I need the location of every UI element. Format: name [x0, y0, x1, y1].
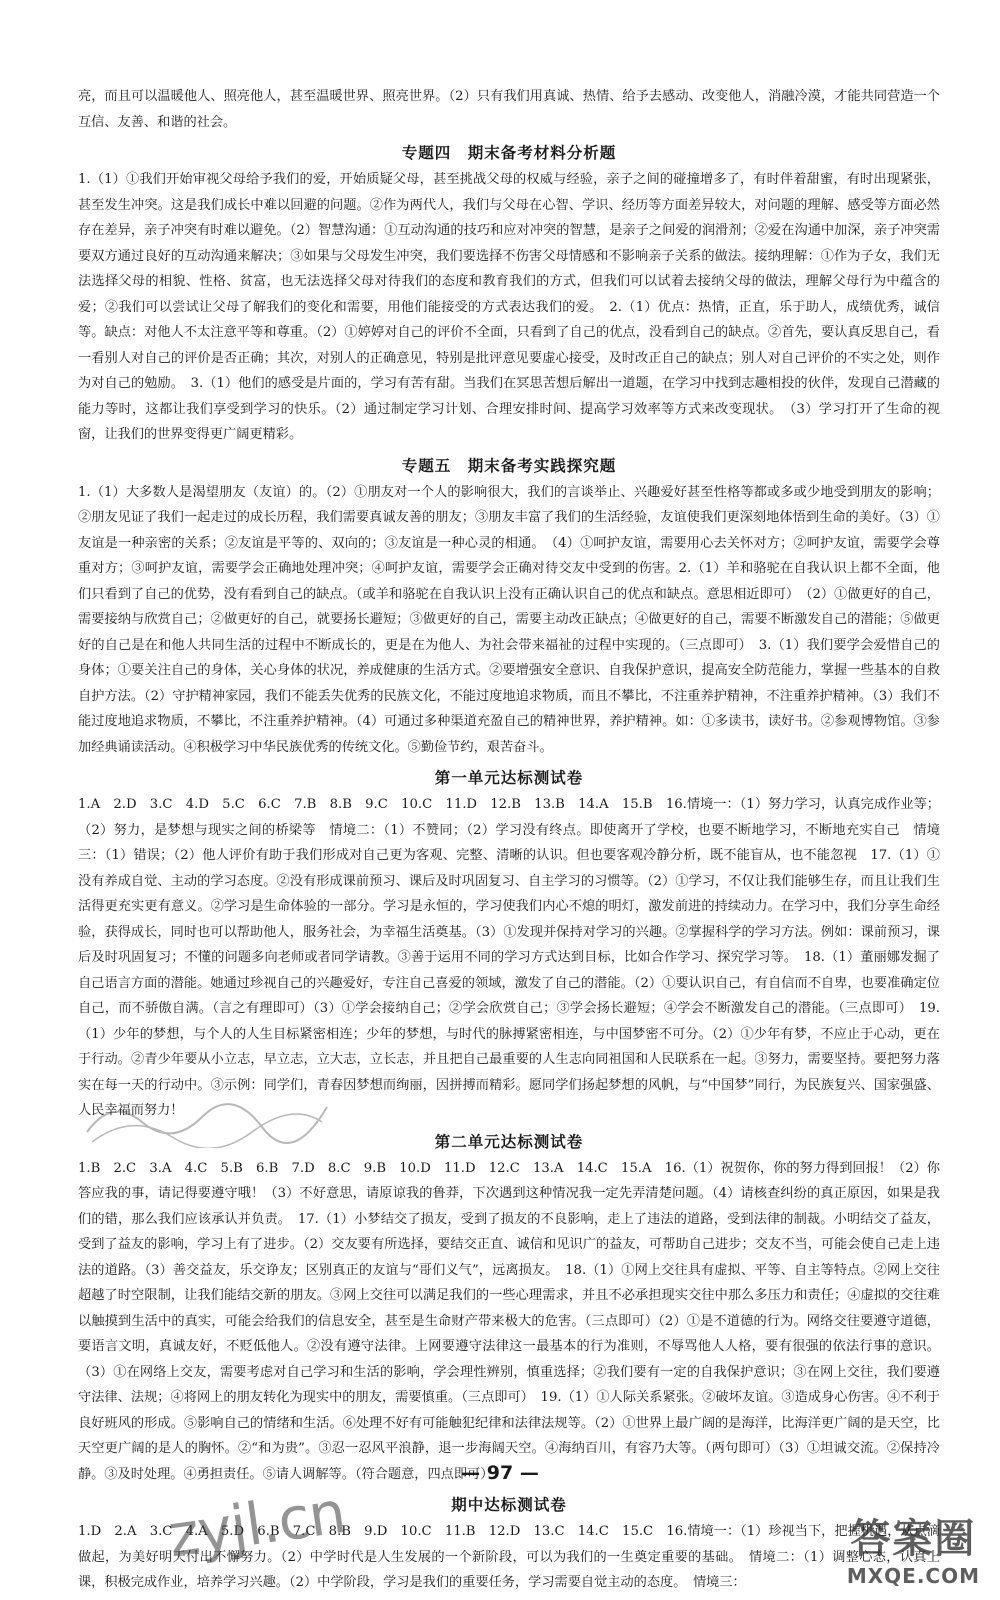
watermark-mxqe-main: 答案圈 — [850, 1516, 977, 1562]
page-number: — 97 — — [461, 1462, 539, 1484]
stamp-scribble — [82, 1092, 332, 1148]
topic4-answers: 1.（1）①我们开始审视父母给予我们的爱，开始质疑父母，甚至挑战父母的权威与经验，亲子之间的碰撞增多了，有时伴着甜蜜，有时出现紧张，甚至发生冲突。这是我们成长中难以回避的问题。②作为两代人，我们与父母在心智、学识、经历等方面差异较大，对问题的理解、感受等方面必然存在差异，亲子冲突有时难以避免。（2）智慧沟通：①互动沟通的技巧和应对冲突的智慧，是亲子之间爱的润滑剂；②爱在沟通中加深，亲子冲突需要双方通过良好的互动沟通来解决；③如果与父母发生冲突，我们要选择不伤害父母情感和不影响亲子关系的做法。接纳理解：①作为子女，我们无法选择父母的相貌、性格、贫富，也无法选择父母对待我们的态度和教育我们的方式，但我们可以试着去接纳父母的做法，理解父母行为中蕴含的爱；②我们可以尝试让父母了解我们的变化和需要，用他们能接受的方式表达我们的爱。 2.（1）优点：热情，正直，乐于助人，成绩优秀，诚信等。缺点：对他人不太注意平等和尊重。（2）①婷婷对自己的评价不全面，只看到了自己的优点，没看到自己的缺点。②首先，要认真反思自己，看一看别人对自己的评价是否正确；其次，对别人的正确意见，特别是批评意见要虚心接受，及时改正自己的缺点；别人对自己评价的不实之处，则作为对自己的勉励。 3.（1）他们的感受是片面的，学习有苦有甜。当我们在冥思苦想后解出一道题，在学习中找到志趣相投的伙伴，发现自己潜藏的能力等时，这都让我们享受到学习的快乐。（2）通过制定学习计划、合理安排时间、提高学习效率等方式来改变现状。 （3）学习打开了生命的视窗，让我们的世界变得更广阔更精彩。 — [78, 172, 940, 442]
section-heading-unit1: 第一单元达标测试卷 — [434, 768, 584, 787]
unit1-answers: 1.A 2.D 3.C 4.D 5.C 6.C 7.B 8.B 9.C 10.C 11.D 12.B 13.B 14.A 15.B 16.情境一：（1）努力学习，认真完成作业等；（2）努力，是梦想与现实之间的桥梁等 情境二：（1）不赞同；（2）学习没有终点。即使离开了学校，也要不断地学习，不断地充实自己 情境三：（1）错误；（2）他人评价有助于我们形成对自己更为客观、完整、清晰的认识。但也要客观冷静分析，既不能盲从，也不能忽视 17.（1）①没有养成自觉、主动的学习态度。②没有形成课前预习、课后及时巩固复习、自主学习的习惯等。（2）①学习，不仅让我们能够生存，而且让我们生活得更充实更有意义。②学习是生命体验的一部分。学习是永恒的，学习使我们内心不熄的明灯，激发前进的持续动力。在学习中，我们分享生命经验，获得成长，同时也可以帮助他人，服务社会，为幸福生活奠基。（3）①发现并保持对学习的兴趣。②掌握科学的学习方法。例如：课前预习，课后及时巩固复习；不懂的问题多向老师或者同学请教。③善于运用不同的学习方式达到目标，比如合作学习、探究学习等。 18.（1）董丽娜发掘了自己语言方面的潜能。她通过珍视自己的兴趣爱好，专注自己喜爱的领域，激发了自己的潜能。（2）①要认识自己，有自信而不自卑，也要准确定位自己，而不骄傲自满。（言之有理即可）（3）①学会接纳自己；②学会欣赏自己；③学会扬长避短；④学会不断激发自己的潜能。（三点即可） 19.（1）少年的梦想，与个人的人生目标紧密相连；少年的梦想，与时代的脉搏紧密相连，与中国梦密不可分。（2）①少年有梦，不应止于心动，更在于行动。②青少年要从小立志，早立志，立大志，立长志，并且把自己最重要的人生志向同祖国和人民联系在一起。③努力，需要坚持。要把努力落实在每一天的行动中。③示例：同学们，青春因梦想而绚丽，因拼搏而精彩。愿同学们扬起梦想的风帆，与“中国梦”同行，为民族复兴、国家强盛、人民幸福而努力！ — [78, 797, 940, 1118]
section-heading-midterm: 期中达标测试卷 — [451, 1495, 567, 1514]
watermark-zyjl: zyjl.cn — [164, 1478, 349, 1570]
watermark-mxqe — [847, 1507, 980, 1588]
answer-page — [78, 84, 940, 1596]
topic5-answers: 1.（1）大多数人是渴望朋友（友谊）的。（2）①朋友对一个人的影响很大，我们的言谈举止、兴趣爱好甚至性格等都或多或少地受到朋友的影响；②朋友见证了我们一起走过的成长历程，我们需要真诚友善的朋友；③朋友丰富了我们的生活经验，友谊使我们更深刻地体悟到生命的美好。（3）①友谊是一种亲密的关系；②友谊是平等的、双向的；③友谊是一种心灵的相通。 （4）①呵护友谊，需要用心去关怀对方；②呵护友谊，需要学会尊重对方；③呵护友谊，需要学会正确地处理冲突；④呵护友谊，需要学会正确对待交友中受到的伤害。2.（1）羊和骆驼在自我认识上都不全面，他们只看到了自己的优势，没有看到自己的缺点。（或羊和骆驼在自我认识上没有正确认识自己的优点和缺点。意思相近即可） （2）①做更好的自己，需要接纳与欣赏自己；②做更好的自己，就要扬长避短；③做更好的自己，需要主动改正缺点；④做更好的自己，需要不断激发自己的潜能；⑤做更好的自己是在和他人共同生活的过程中不断成长的，更是在为他人、为社会带来福祉的过程中实现的。（三点即可） 3.（1）我们要学会爱惜自己的身体；①要关注自己的身体，关心身体的状况，养成健康的生活方式。②要增强安全意识、自我保护意识，提高安全防范能力，掌握一些基本的自救自护方法。（2）守护精神家园，我们不能丢失优秀的民族文化，不能过度地追求物质，而且不攀比，不注重养护精神，不注重养护精神。（3）我们不能过度地追求物质，不攀比，不注重养护精神。（4）可通过多种渠道充盈自己的精神世界，养护精神。如：①多读书，读好书。②参观博物馆。③参加经典诵读活动。④积极学习中华民族优秀的传统文化。⑤勤俭节约，艰苦奋斗。 — [78, 484, 940, 755]
section-heading-topic5: 专题五 期末备考实践探究题 — [401, 455, 617, 475]
section-heading-unit2: 第二单元达标测试卷 — [434, 1131, 584, 1151]
unit2-answers: 1.B 2.C 3.A 4.C 5.B 6.B 7.D 8.C 9.B 10.D 11.D 12.C 13.A 14.C 15.A 16.（1）祝贺你，你的努力得到回报！（2）你答应我的事，请记得要遵守哦！（3）不好意思，请原谅我的鲁莽，下次遇到这种情况我一定先弄清楚问题。（4）请核查纠纷的真正原因，如果是我们的错，那么我们应该承认并负责。 17.（1）小梦结交了损友，受到了损友的不良影响，走上了违法的道路，受到法律的制裁。小明结交了益友，受到了益友的影响，学习上有了进步。（2）交友要有所选择，要结交正直、诚信和见识广的益友，可帮助自己进步；交友不当，可能会使自己走上违法的道路。（3）善交益友，乐交诤友；区别真正的友谊与“哥们义气”，远离损友。 18.（1）①网上交往具有虚拟、平等、自主等特点。②网上交往超越了时空限制，让我们能结交新的朋友。③网上交往可以满足我们的一些心理需求，并且不必承担现实交往中那么多压力和责任；④虚拟的交往难以触摸到生活中的真实，可能会给我们的信息安全，甚至是生命财产带来极大的危害。（三点即可）（2）①是不道德的行为。网络交往要遵守道德，要语言文明，真诚友好，不贬低他人。②没有遵守法律。上网要遵守法律这一最基本的行为准则，不辱骂他人人格，要有很强的依法行事的意识。（3）①在网络上交友，需要考虑对自己学习和生活的影响，学会理性辨别，慎重选择；②我们要有一定的自我保护意识；③在网上交往，我们要遵守法律、法规；④将网上的朋友转化为现实中的朋友，需要慎重。（三点即可） 19.（1）①人际关系紧张。②破坏友谊。③造成身心伤害。④不利于良好班风的形成。⑤影响自己的情绪和生活。⑥处理不好有可能触犯纪律和法律法规等。（2）①世界上最广阔的是海洋，比海洋更广阔的是天空，比天空更广阔的是人的胸怀。②“和为贵”。③忍一忍风平浪静，退一步海阔天空。④海纳百川，有容乃大等。（两句即可）（3）①坦诚交流。②保持冷静。③及时处理。④勇担责任。⑤请人调解等。（符合题意，四点即可） — [78, 1160, 940, 1482]
intro-paragraph: 亮，而且可以温暖他人、照亮他人，甚至温暖世界、照亮世界。（2）只有我们用真诚、热情、给予去感动、改变他人，消融冷漠，才能共同营造一个互信、友善、和谐的社会。 — [78, 89, 940, 130]
midterm-answers: 1.D 2.A 3.C 4.A 5.D 6.B 7.C 8.B 9.D 10.C 11.B 12.D 13.C 14.C 15.C 16.情境一：（1）珍视当下，把握机遇，从点滴做起，为美好明天付出不懈努力。（2）中学时代是人生发展的一个新阶段，可以为我们的一生奠定重要的基础。 情境二：（1）调整心态，认真上课，积极完成作业，培养学习兴趣。（2）中学阶段，学习是我们的重要任务，学习需要自觉主动的态度。 情境三： — [78, 1524, 940, 1590]
section-heading-topic4: 专题四 期末备考材料分析题 — [401, 143, 617, 162]
watermark-mxqe-sub: MXQE.COM — [846, 1564, 980, 1588]
